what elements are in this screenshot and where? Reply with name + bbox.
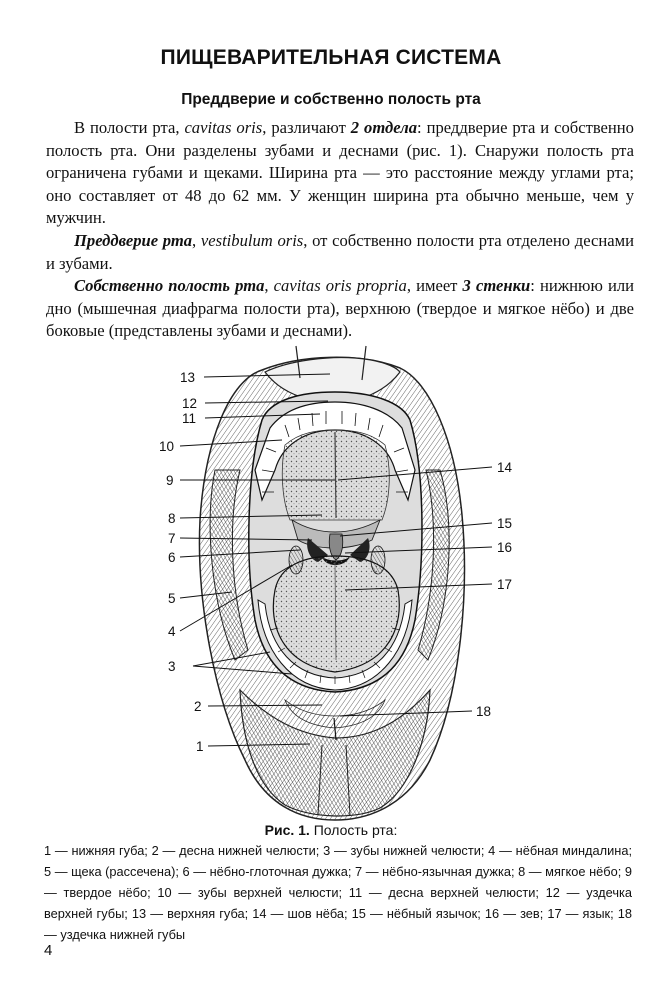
paragraph-1 [46, 117, 634, 230]
section-title: Преддверие и собственно полость рта [181, 91, 481, 108]
paragraph-2 [46, 230, 634, 275]
figure-caption [0, 822, 662, 838]
text-run: : преддверие рта и собственно полость рта. Они разделены зубами и деснами (рис. 1). Снаружи полость рта ограничена губами и щеками. Ширина рта — это расстояние между углами рта; оно составляет от 48 до 62 мм. У женщин ширина рта обычно меньше, чем у мужчин. [46, 118, 634, 228]
latin-term: cavitas oris propria [273, 276, 407, 296]
label-13: 13 [180, 370, 196, 385]
body-text [46, 117, 634, 343]
text-run: , имеет [406, 276, 463, 296]
text-run: В полости рта, [74, 118, 185, 137]
text-run: , [264, 276, 274, 296]
label-16: 16 [497, 540, 513, 555]
oral-cavity-illustration [150, 338, 530, 823]
term: Преддверие рта [74, 230, 193, 250]
page-title: ПИЩЕВАРИТЕЛЬНАЯ СИСТЕМА [160, 46, 502, 69]
label-2: 2 [194, 699, 202, 714]
label-17: 17 [497, 577, 513, 592]
paragraph-3 [46, 275, 634, 343]
label-5: 5 [168, 591, 176, 606]
latin-term: vestibulum oris [200, 230, 304, 250]
emphasis: 3 стенки [462, 276, 531, 296]
text-run: , от собственно полости рта отделено деснами и зубами. [46, 230, 634, 273]
emphasis: 2 отдела [350, 118, 418, 137]
label-14: 14 [497, 460, 513, 475]
caption-prefix: Рис. 1. [264, 822, 310, 838]
label-7: 7 [168, 531, 176, 546]
label-3: 3 [168, 659, 176, 674]
caption-text: Полость рта: [309, 822, 398, 838]
label-15: 15 [497, 516, 513, 531]
text-run: , различают [262, 118, 351, 137]
label-12: 12 [182, 396, 198, 411]
text-run: , [192, 230, 201, 250]
label-1: 1 [196, 739, 204, 754]
term: Собственно полость рта [74, 276, 265, 296]
label-6: 6 [168, 550, 176, 565]
text-run: : нижнюю или дно (мышечная диафрагма полости рта), верхнюю (твердое и мягкое нёбо) и две боковые (представлены зубами и деснами). [46, 276, 635, 341]
label-8: 8 [168, 511, 176, 526]
label-10: 10 [159, 439, 175, 454]
label-18: 18 [476, 704, 492, 719]
figure-legend: 1 — нижняя губа; 2 — десна нижней челюсти; 3 — зубы нижней челюсти; 4 — нёбная миндалина; 5 — щека (рассечена); 6 — нёбно-глоточная дужка; 7 — нёбно-язычная дужка; 8 — мягкое нёбо; 9 — твердое нёбо; 10 — зубы верхней челюсти; 11 — десна верхней челюсти; 12 — уздечка верхней губы; 13 — верхняя губа; 14 — шов нёба; 15 — нёбный язычок; 16 — зев; 17 — язык; 18 — уздечка нижней губы [44, 843, 632, 942]
label-11: 11 [182, 411, 197, 426]
label-4: 4 [168, 624, 176, 639]
page-number: 4 [44, 942, 53, 959]
latin-term: cavitas oris [184, 118, 263, 137]
label-9: 9 [166, 473, 174, 488]
